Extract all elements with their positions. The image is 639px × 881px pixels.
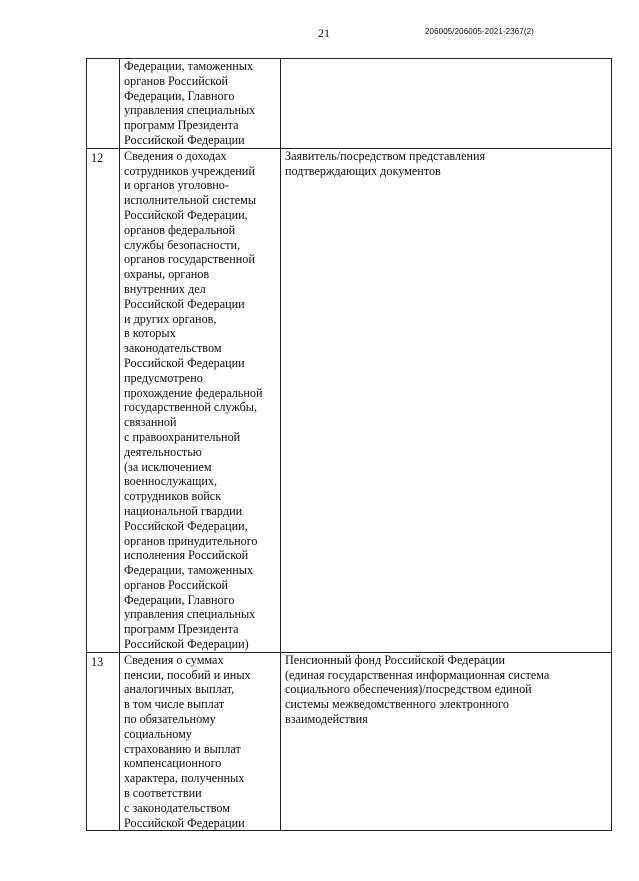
info-line: Российской Федерации bbox=[124, 355, 245, 370]
info-line: Федерации, таможенных bbox=[124, 563, 254, 578]
info-line: по обязательному bbox=[124, 712, 216, 727]
info-line: прохождение федеральной bbox=[124, 385, 263, 400]
info-line: программ Президента bbox=[124, 622, 239, 637]
page-number: 21 bbox=[318, 26, 330, 40]
info-line: Российской Федерации, bbox=[124, 207, 248, 222]
info-line: военнослужащих, bbox=[124, 474, 218, 489]
info-line: аналогичных выплат, bbox=[124, 682, 235, 697]
info-line: Российской Федерации, bbox=[124, 518, 248, 533]
source-cell bbox=[281, 148, 612, 652]
info-line: в том числе выплат bbox=[124, 697, 225, 712]
table-row bbox=[87, 148, 612, 652]
info-line: предусмотрено bbox=[124, 370, 203, 385]
info-line: (за исключением bbox=[124, 459, 212, 474]
source-cell bbox=[281, 652, 612, 831]
info-line: исполнения Российской bbox=[124, 548, 249, 563]
source-line: (единая государственная информационная система bbox=[285, 667, 550, 682]
info-line: социальному bbox=[124, 726, 192, 741]
info-line: внутренних дел bbox=[124, 281, 206, 296]
info-line: Федерации, Главного bbox=[124, 88, 235, 103]
info-line: компенсационного bbox=[124, 756, 222, 771]
info-line: с законодательством bbox=[124, 800, 230, 815]
source-cell bbox=[281, 59, 612, 149]
info-line: страхованию и выплат bbox=[124, 741, 241, 756]
info-line: управления специальных bbox=[124, 607, 256, 622]
info-line: связанной bbox=[124, 415, 177, 430]
info-line: органов федеральной bbox=[124, 222, 236, 237]
source-line: взаимодействия bbox=[285, 712, 368, 727]
info-line: управления специальных bbox=[124, 103, 256, 118]
info-line: органов принудительного bbox=[124, 533, 258, 548]
info-line: Российской Федерации bbox=[124, 815, 245, 830]
info-line: деятельностью bbox=[124, 444, 202, 459]
source-line: Пенсионный фонд Российской Федерации bbox=[285, 652, 505, 667]
source-line: социального обеспечения)/посредством единой bbox=[285, 682, 532, 697]
document-id: 206005/206005-2021-2367(2) bbox=[425, 27, 534, 36]
row-number: 13 bbox=[91, 654, 104, 669]
info-cell bbox=[120, 59, 281, 149]
info-line: Федерации, Главного bbox=[124, 592, 235, 607]
info-line: Российской Федерации) bbox=[124, 637, 249, 652]
info-line: Сведения о суммах bbox=[124, 652, 224, 667]
info-line: государственной службы, bbox=[124, 400, 258, 415]
info-line: с правоохранительной bbox=[124, 429, 241, 444]
source-line: Заявитель/посредством представления bbox=[285, 148, 486, 163]
row-number-cell bbox=[87, 652, 120, 831]
row-number: 12 bbox=[91, 150, 104, 165]
info-line: сотрудников войск bbox=[124, 489, 222, 504]
info-line: службы безопасности, bbox=[124, 237, 241, 252]
row-number bbox=[91, 59, 115, 61]
info-line: и органов уголовно- bbox=[124, 178, 229, 193]
info-line: Российской Федерации bbox=[124, 132, 245, 147]
info-line: Федерации, таможенных bbox=[124, 59, 254, 73]
info-line: законодательством bbox=[124, 341, 222, 356]
info-line: программ Президента bbox=[124, 118, 239, 133]
info-line: исполнительной системы bbox=[124, 193, 257, 208]
info-cell bbox=[120, 652, 281, 831]
info-line: пенсии, пособий и иных bbox=[124, 667, 251, 682]
table-row bbox=[87, 652, 612, 831]
info-cell bbox=[120, 148, 281, 652]
info-line: органов государственной bbox=[124, 252, 255, 267]
info-line: Российской Федерации bbox=[124, 296, 245, 311]
source-line: системы межведомственного электронного bbox=[285, 697, 509, 712]
document-table bbox=[86, 58, 612, 831]
info-line: характера, полученных bbox=[124, 771, 245, 786]
source-line: подтверждающих документов bbox=[285, 163, 441, 178]
row-number-cell bbox=[87, 148, 120, 652]
info-line: органов Российской bbox=[124, 73, 229, 88]
info-line: органов Российской bbox=[124, 577, 229, 592]
info-line: национальной гвардии bbox=[124, 503, 243, 518]
info-line: охраны, органов bbox=[124, 267, 210, 282]
info-line: в которых bbox=[124, 326, 176, 341]
table-body bbox=[87, 59, 612, 831]
info-line: Сведения о доходах bbox=[124, 148, 227, 163]
row-number-cell bbox=[87, 59, 120, 149]
info-line: сотрудников учреждений bbox=[124, 163, 255, 178]
table-row bbox=[87, 59, 612, 149]
info-line: в соответствии bbox=[124, 786, 202, 801]
info-line: и других органов, bbox=[124, 311, 217, 326]
